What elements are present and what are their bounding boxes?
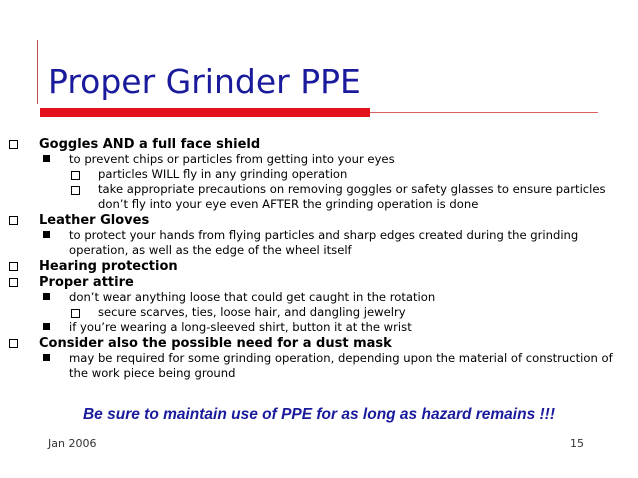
bullet-text: particles WILL fly in any grinding operation — [98, 167, 348, 181]
title-underline — [370, 112, 598, 113]
bullet-text: may be required for some grinding operation, depending upon the material of construction of the work piece being ground — [69, 351, 613, 380]
square-bullet-icon — [43, 154, 50, 162]
bullet-text: Proper attire — [39, 275, 134, 290]
list-item — [0, 152, 638, 167]
bullet-text: to prevent chips or particles from getting into your eyes — [69, 152, 395, 166]
checkbox-bullet-icon — [9, 138, 18, 149]
title-accent-bar — [40, 108, 370, 117]
list-item — [0, 351, 638, 381]
list-item — [0, 213, 638, 228]
checkbox-bullet-icon — [71, 169, 80, 180]
emphasis-callout: Be sure to maintain use of PPE for as long as hazard remains !!! — [82, 406, 555, 423]
square-bullet-icon — [43, 230, 50, 238]
bullet-text: Leather Gloves — [39, 213, 150, 228]
list-item — [0, 259, 638, 274]
list-item — [0, 167, 638, 182]
list-item — [0, 182, 638, 212]
page-number: 15 — [570, 437, 584, 450]
square-bullet-icon — [43, 322, 50, 330]
list-item — [0, 336, 638, 351]
list-item — [0, 305, 638, 320]
list-item — [0, 290, 638, 305]
bullet-text: take appropriate precautions on removing goggles or safety glasses to ensure particles don’t fly into your eye even AFTER the grinding operation is done — [98, 182, 606, 211]
bullet-text: secure scarves, ties, loose hair, and dangling jewelry — [98, 305, 406, 319]
checkbox-bullet-icon — [71, 307, 80, 318]
checkbox-bullet-icon — [9, 214, 18, 225]
list-item — [0, 137, 638, 152]
list-item — [0, 320, 638, 335]
slide-title: Proper Grinder PPE — [48, 62, 361, 101]
title-vertical-rule — [37, 40, 38, 104]
bullet-text: to protect your hands from flying particles and sharp edges created during the grinding operation, as well as the edge of the wheel itself — [69, 228, 579, 257]
bullet-list — [0, 136, 638, 381]
checkbox-bullet-icon — [71, 184, 80, 195]
list-item — [0, 275, 638, 290]
checkbox-bullet-icon — [9, 337, 18, 348]
list-item — [0, 228, 638, 258]
bullet-text: Goggles AND a full face shield — [39, 137, 261, 152]
footer-date: Jan 2006 — [48, 437, 97, 450]
square-bullet-icon — [43, 353, 50, 361]
bullet-text: Hearing protection — [39, 259, 178, 274]
checkbox-bullet-icon — [9, 276, 18, 287]
bullet-text: don’t wear anything loose that could get caught in the rotation — [69, 290, 436, 304]
bullet-text: Consider also the possible need for a dust mask — [39, 336, 392, 351]
square-bullet-icon — [43, 292, 50, 300]
checkbox-bullet-icon — [9, 260, 18, 271]
bullet-text: if you’re wearing a long-sleeved shirt, button it at the wrist — [69, 320, 412, 334]
